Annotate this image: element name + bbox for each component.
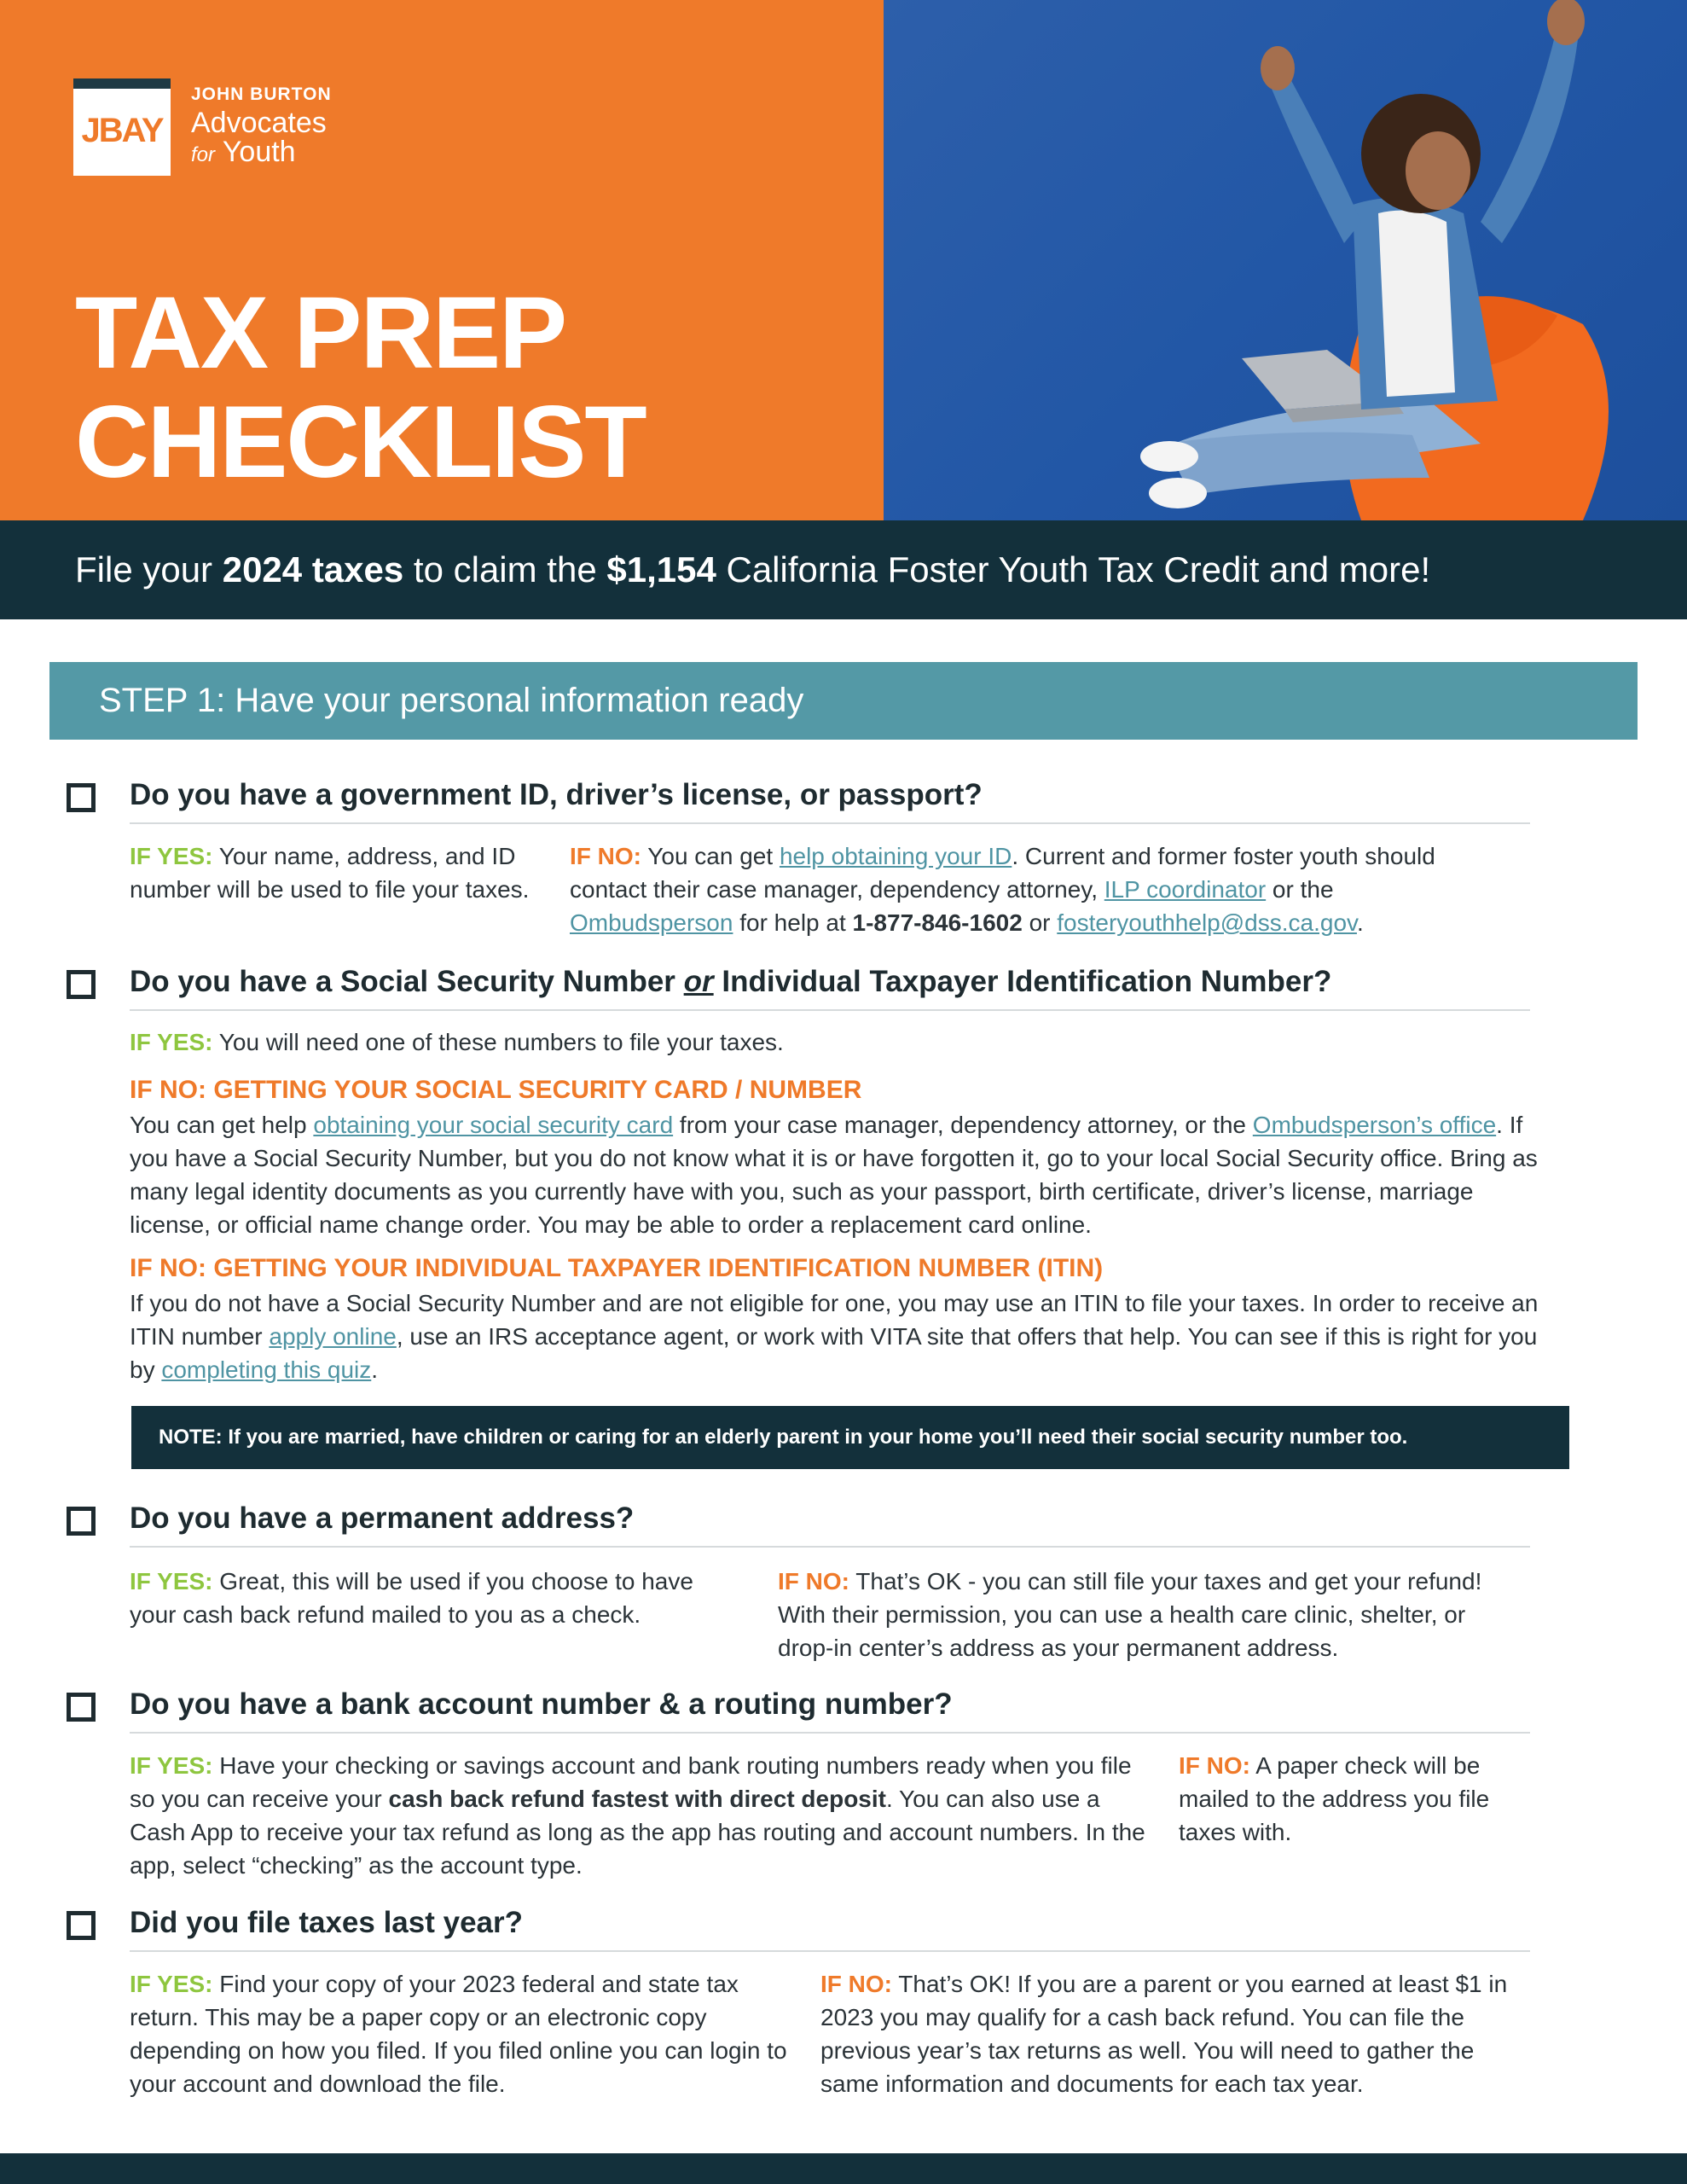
if-yes-label: IF YES: — [130, 1971, 213, 1997]
logo-youth: Youth — [222, 136, 296, 168]
question-text: Do you have a government ID, driver’s license, or passport? — [130, 778, 983, 811]
q1-no-text: You can get — [641, 843, 780, 869]
q3-yes-text: Great, this will be used if you choose to have your cash back refund mailed to you as a check. — [130, 1568, 693, 1628]
q5-yes-text: Find your copy of your 2023 federal and state tax return. This may be a paper copy or an electronic copy depending on how you filed. If you filed online you can login to your account and download the file. — [130, 1971, 787, 2097]
q4-no-answer — [1179, 1749, 1520, 1849]
q2-yes-answer — [130, 1025, 1537, 1059]
banner-bold-amount: $1,154 — [606, 549, 716, 590]
q1-no-text: . Current and former foster youth should contact their case manager, dependency attorney, — [570, 843, 1435, 903]
if-no-label: IF NO: — [820, 1971, 892, 1997]
if-yes-label: IF YES: — [130, 1752, 213, 1779]
q1-no-text: or the — [1266, 876, 1334, 903]
q2-text: Individual Taxpayer Identification Number? — [713, 965, 1332, 998]
if-no-label: IF NO: — [778, 1568, 849, 1594]
hero-photo — [884, 0, 1687, 520]
question-text: Did you file taxes last year? — [130, 1906, 524, 1939]
divider — [130, 1950, 1530, 1952]
title-line1: TAX PREP — [75, 276, 566, 390]
divider — [130, 1009, 1530, 1011]
celebrating-person-illustration — [884, 0, 1687, 520]
q2-yes-text: You will need one of these numbers to file your taxes. — [212, 1029, 784, 1055]
link-ombudsperson-office[interactable]: Ombudsperson’s office — [1252, 1112, 1497, 1138]
q2-itin-paragraph — [130, 1287, 1545, 1386]
q1-no-text: for help at — [733, 909, 853, 936]
link-completing-quiz[interactable]: completing this quiz — [161, 1356, 372, 1383]
header-orange-panel — [0, 0, 884, 520]
divider — [130, 1546, 1530, 1548]
q4-yes-text: . You can also use a Cash App to receive your tax refund as long as the app has routing and account numbers. In the app, select “checking” as the account type. — [130, 1786, 1145, 1879]
banner-text-1: File your — [75, 549, 223, 590]
note-box: NOTE: If you are married, have children or caring for an elderly parent in your home you’ll need their social security number too. — [131, 1406, 1569, 1469]
if-yes-label: IF YES: — [130, 1568, 213, 1594]
q2-text: Do you have a Social Security Number — [130, 965, 684, 998]
jbay-logo — [73, 78, 171, 176]
banner-text-2: to claim the — [403, 549, 607, 590]
step1-header: STEP 1: Have your personal information ready — [49, 662, 1638, 740]
if-yes-label: IF YES: — [130, 843, 213, 869]
checkbox-ssn-itin[interactable] — [67, 970, 96, 999]
q5-yes-answer — [130, 1967, 800, 2100]
logo-wordmark — [191, 85, 332, 166]
p2-text: , use an IRS acceptance agent, or work with VITA site that offers that help. You can see if this is right for you by — [130, 1323, 1538, 1383]
checkbox-permanent-address[interactable] — [67, 1507, 96, 1536]
headline-banner — [0, 520, 1687, 619]
divider — [130, 1732, 1530, 1734]
q3-no-answer — [778, 1565, 1511, 1664]
banner-text-3: California Foster Youth Tax Credit and more! — [716, 549, 1431, 590]
footer-bar — [0, 2153, 1687, 2184]
q4-yes-answer — [130, 1749, 1150, 1882]
logo-for: for — [191, 143, 216, 166]
q4-yes-text: Have your checking or savings account and bank routing numbers ready when you file so you can receive your — [130, 1752, 1132, 1812]
q1-yes-answer — [130, 839, 530, 906]
logo-line3 — [191, 137, 332, 166]
link-help-obtaining-id[interactable]: help obtaining your ID — [779, 843, 1012, 869]
if-yes-label: IF YES: — [130, 1029, 213, 1055]
q3-yes-answer — [130, 1565, 744, 1631]
subheading-social-security: IF NO: GETTING YOUR SOCIAL SECURITY CARD / NUMBER — [130, 1076, 862, 1104]
checkbox-bank-account[interactable] — [67, 1693, 96, 1722]
link-social-security-card[interactable]: obtaining your social security card — [313, 1112, 674, 1138]
logo-line2: Advocates — [191, 107, 327, 139]
phone-number: 1-877-846-1602 — [852, 909, 1023, 936]
q1-no-text: or — [1022, 909, 1058, 936]
p1-text: You can get help — [130, 1112, 314, 1138]
logo-line1: JOHN BURTON — [191, 84, 332, 104]
q3-no-text: That’s OK - you can still file your taxes and get your refund! With their permission, you can use a health care clinic, shelter, or drop-in center’s address as your permanent address. — [778, 1568, 1482, 1661]
question-text — [130, 965, 1331, 999]
q4-yes-bold: cash back refund fastest with direct deposit — [388, 1786, 886, 1812]
q4-no-text: A paper check will be mailed to the address you file taxes with. — [1179, 1752, 1490, 1845]
title-line2: CHECKLIST — [75, 385, 646, 499]
q5-no-text: That’s OK! If you are a parent or you earned at least $1 in 2023 you may qualify for a cash back refund. You can file the previous year’s tax returns as well. You will need to gather the same information and documents for each tax year. — [820, 1971, 1508, 2097]
link-ilp-coordinator[interactable]: ILP coordinator — [1104, 876, 1267, 903]
if-no-label: IF NO: — [570, 843, 641, 869]
page-title — [75, 278, 646, 497]
p1-text: . If you have a Social Security Number, but you do not know what it is or have forgotten it, go to your local Social Security office. Bring as many legal identity documents as you currently have with you, such as your passport, birth certificate, driver’s license, marriage license, or official name change order. You may be able to order a replacement card online. — [130, 1112, 1538, 1238]
p2-text: If you do not have a Social Security Number and are not eligible for one, you may use an ITIN to file your taxes. In order to receive an ITIN number — [130, 1290, 1539, 1350]
q2-or: or — [683, 965, 714, 998]
link-email[interactable]: fosteryouthhelp@dss.ca.gov — [1057, 909, 1357, 936]
subheading-itin: IF NO: GETTING YOUR INDIVIDUAL TAXPAYER IDENTIFICATION NUMBER (ITIN) — [130, 1254, 1104, 1282]
p2-text: . — [371, 1356, 379, 1383]
q1-no-answer — [570, 839, 1474, 939]
checkbox-government-id[interactable] — [67, 783, 96, 812]
if-no-label: IF NO: — [1179, 1752, 1250, 1779]
question-text: Do you have a permanent address? — [130, 1502, 635, 1535]
link-ombudsperson[interactable]: Ombudsperson — [570, 909, 733, 936]
divider — [130, 822, 1530, 824]
p1-text: from your case manager, dependency attorney, or the — [673, 1112, 1253, 1138]
link-apply-online[interactable]: apply online — [269, 1323, 397, 1350]
q1-yes-text: Your name, address, and ID number will be used to file your taxes. — [130, 843, 530, 903]
banner-bold-year: 2024 taxes — [222, 549, 404, 590]
q1-no-text: . — [1356, 909, 1364, 936]
q5-no-answer — [820, 1967, 1528, 2100]
checkbox-filed-last-year[interactable] — [67, 1911, 96, 1940]
q2-ssn-paragraph — [130, 1108, 1545, 1241]
question-text: Do you have a bank account number & a routing number? — [130, 1687, 953, 1721]
logo-mark: JBAY — [81, 111, 163, 149]
